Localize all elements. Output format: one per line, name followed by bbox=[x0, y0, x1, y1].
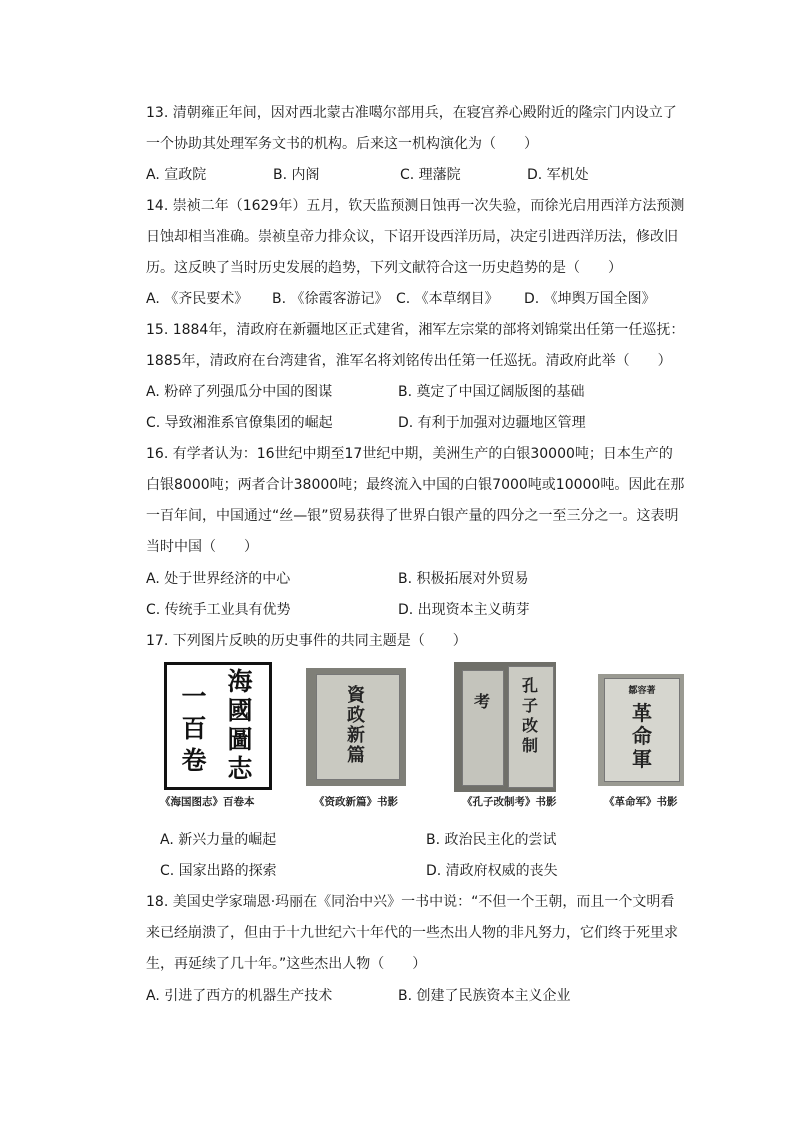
question-text-line: 白银8000吨；两者合计38000吨；最终流入中国的白银7000吨或10000吨。因此在那 bbox=[146, 477, 685, 493]
title-char: 考 bbox=[473, 692, 490, 711]
option-a[interactable]: A. 《齐民要术》 bbox=[146, 291, 249, 307]
option-a[interactable]: A. 处于世界经济的中心 bbox=[146, 571, 291, 587]
question-15-options-row-2 bbox=[146, 408, 706, 439]
title-char: 政 bbox=[347, 705, 365, 726]
kongzi-gaizhikao-image bbox=[454, 662, 558, 792]
haiguo-tuzhi-image bbox=[164, 662, 272, 790]
picture-caption: 《孔子改制考》书影 bbox=[462, 796, 557, 808]
option-c[interactable]: C. 理藩院 bbox=[400, 167, 461, 183]
option-b[interactable]: B. 积极拓展对外贸易 bbox=[398, 571, 529, 587]
question-text-line: 历。这反映了当时历史发展的趋势，下列文献符合这一历史趋势的是（ ） bbox=[146, 260, 622, 276]
question-text-line: 14. 崇祯二年（1629年）五月，钦天监预测日蚀再一次失验，而徐光启用西洋方法预测 bbox=[146, 198, 685, 214]
title-char: 軍 bbox=[632, 747, 652, 771]
question-17-options-row-1 bbox=[160, 825, 720, 856]
option-b[interactable]: B. 内阁 bbox=[273, 167, 320, 183]
question-17 bbox=[146, 626, 666, 657]
title-char: 改 bbox=[521, 716, 538, 735]
question-text-line: 生，再延续了几十年。”这些杰出人物（ ） bbox=[146, 956, 427, 972]
option-a[interactable]: A. 宣政院 bbox=[146, 167, 207, 183]
option-c[interactable]: C. 导致湘淮系官僚集团的崛起 bbox=[146, 415, 333, 431]
question-16 bbox=[146, 439, 685, 563]
option-d[interactable]: D. 《坤舆万国全图》 bbox=[524, 291, 656, 307]
zizheng-xinpian-image bbox=[306, 662, 408, 792]
question-15 bbox=[146, 315, 685, 377]
geming-jun-image bbox=[598, 662, 686, 792]
question-17-options-row-2 bbox=[160, 856, 720, 887]
question-text-line: 15. 1884年，清政府在新疆地区正式建省，湘军左宗棠的部将刘锦棠出任第一任巡抚： bbox=[146, 322, 685, 338]
question-text-line: 13. 清朝雍正年间，因对西北蒙古准噶尔部用兵，在寝宫养心殿附近的隆宗门内设立了 bbox=[146, 105, 677, 121]
option-a[interactable]: A. 引进了西方的机器生产技术 bbox=[146, 988, 333, 1004]
question-text-line: 当时中国（ ） bbox=[146, 539, 258, 555]
option-d[interactable]: D. 有利于加强对边疆地区管理 bbox=[398, 415, 586, 431]
question-text-line: 16. 有学者认为：16世纪中期至17世纪中期，美洲生产的白银30000吨；日本生产的 bbox=[146, 446, 673, 462]
option-b[interactable]: B. 政治民主化的尝试 bbox=[426, 832, 557, 848]
question-18-options-row-1 bbox=[146, 981, 706, 1012]
question-16-options-row-2 bbox=[146, 595, 706, 626]
title-char: 一 bbox=[181, 682, 207, 711]
title-char: 命 bbox=[632, 724, 652, 748]
option-a[interactable]: A. 新兴力量的崛起 bbox=[160, 832, 277, 848]
question-14-options bbox=[146, 284, 666, 315]
question-13 bbox=[146, 98, 677, 160]
cover-header: 鄒容著 bbox=[628, 686, 656, 696]
question-text-line: 一个协助其处理军务文书的机构。后来这一机构演化为（ ） bbox=[146, 136, 538, 152]
option-c[interactable]: C. 《本草纲目》 bbox=[396, 291, 499, 307]
title-char: 百 bbox=[181, 714, 207, 743]
title-char: 新 bbox=[347, 725, 365, 746]
option-b[interactable]: B. 《徐霞客游记》 bbox=[272, 291, 389, 307]
option-b[interactable]: B. 创建了民族资本主义企业 bbox=[398, 988, 571, 1004]
option-d[interactable]: D. 军机处 bbox=[527, 167, 589, 183]
title-char: 志 bbox=[227, 754, 253, 783]
title-char: 資 bbox=[347, 685, 365, 706]
option-d[interactable]: D. 清政府权威的丧失 bbox=[426, 863, 558, 879]
option-a[interactable]: A. 粉碎了列强瓜分中国的图谋 bbox=[146, 384, 333, 400]
question-text-line: 来已经崩溃了，但由于十九世纪六十年代的一些杰出人物的非凡努力，它们终于死里求 bbox=[146, 925, 678, 941]
picture-caption: 《资政新篇》书影 bbox=[314, 796, 398, 808]
question-text-line: 1885年，清政府在台湾建省，淮军名将刘铭传出任第一任巡抚。清政府此举（ ） bbox=[146, 353, 672, 369]
question-13-options bbox=[146, 160, 666, 191]
title-char: 圖 bbox=[227, 725, 253, 754]
title-char: 卷 bbox=[181, 746, 207, 775]
option-d[interactable]: D. 出现资本主义萌芽 bbox=[398, 602, 530, 618]
option-c[interactable]: C. 国家出路的探索 bbox=[160, 863, 277, 879]
question-text-line: 一百年间，中国通过“丝—银”贸易获得了世界白银产量的四分之一至三分之一。这表明 bbox=[146, 508, 679, 524]
title-char: 篇 bbox=[347, 745, 365, 766]
title-char: 制 bbox=[521, 736, 538, 755]
title-char: 孔 bbox=[521, 676, 538, 695]
option-b[interactable]: B. 奠定了中国辽阔版图的基础 bbox=[398, 384, 585, 400]
option-c[interactable]: C. 传统手工业具有优势 bbox=[146, 602, 291, 618]
title-char: 子 bbox=[521, 696, 538, 715]
question-15-options-row-1 bbox=[146, 377, 706, 408]
picture-caption: 《革命军》书影 bbox=[604, 796, 678, 808]
question-text-line: 18. 美国史学家瑞恩·玛丽在《同治中兴》一书中说：“不但一个王朝，而且一个文明看 bbox=[146, 894, 675, 910]
question-text-line: 17. 下列图片反映的历史事件的共同主题是（ ） bbox=[146, 633, 467, 649]
question-18 bbox=[146, 887, 678, 980]
question-text-line: 日蚀却相当准确。崇祯皇帝力排众议，下诏开设西洋历局，决定引进西洋历法，修改旧 bbox=[146, 229, 678, 245]
title-char: 海 bbox=[227, 667, 253, 696]
question-16-options-row-1 bbox=[146, 564, 706, 595]
question-14 bbox=[146, 191, 685, 284]
picture-caption: 《海国图志》百卷本 bbox=[160, 796, 255, 808]
title-char: 國 bbox=[227, 696, 253, 725]
title-char: 革 bbox=[632, 701, 652, 725]
